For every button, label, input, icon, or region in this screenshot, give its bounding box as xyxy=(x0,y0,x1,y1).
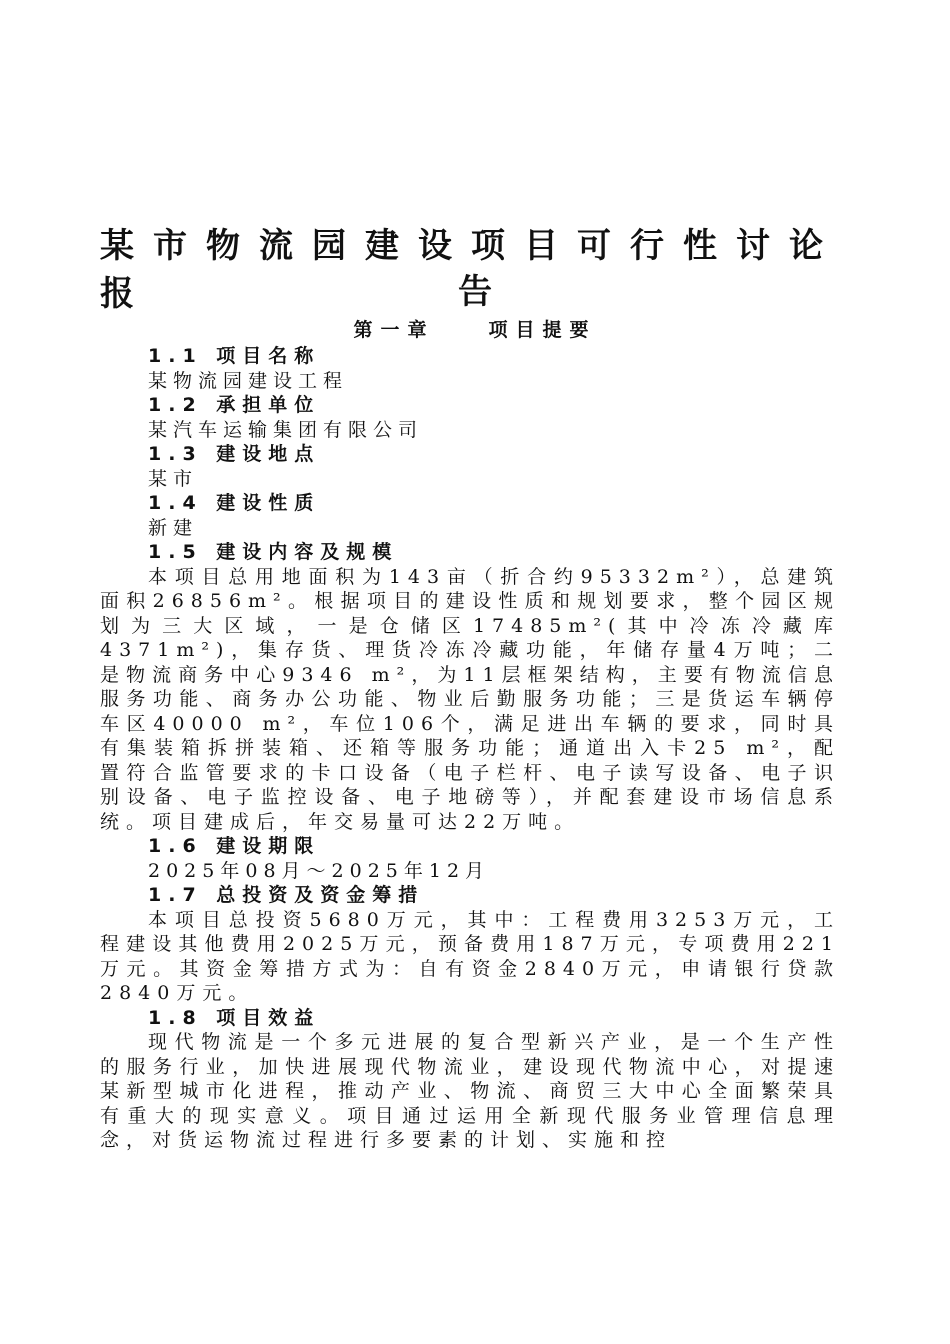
section-heading-benefits: 1.8 项目效益 xyxy=(148,1006,321,1029)
section-heading-location: 1.3 建设地点 xyxy=(148,443,321,465)
chapter-body xyxy=(100,344,840,1153)
section-heading-nature: 1.4 建设性质 xyxy=(148,492,321,514)
section-body-nature: 新建 xyxy=(148,516,199,539)
section-body-scope: 本项目总用地面积为143亩（折合约95332m²），总建筑面积26856m²。根据项目的建设性质和规划要求，整个园区规划为三大区域，一是仓储区17485m²(其中冷冻冷藏库4371m²)，集存货、理货冷冻冷藏功能，年储存量4万吨；二是物流商务中心9346 m²，为11层框架结构，主要有物流信息服务功能、商务办公功能、物业后勤服务功能；三是货运车辆停车区40000 m²，车位106个，满足进出车辆的要求，同时具有集装箱拆拼装箱、还箱等服务功能；通道出入卡25 m²，配置符合监管要求的卡口设备（电子栏杆、电子读写设备、电子识别设备、电子监控设备、电子地磅等），并配套建设市场信息系统。项目建成后，年交易量可达22万吨。 xyxy=(100,565,840,833)
document-title: 某市物流园建设项目可行性讨论报 xyxy=(100,226,840,314)
section-body-project-name: 某物流园建设工程 xyxy=(148,369,349,392)
section-heading-undertaker: 1.2 承担单位 xyxy=(148,394,321,416)
section-heading-investment: 1.7 总投资及资金筹措 xyxy=(148,884,425,906)
section-heading-project-name: 1.1 项目名称 xyxy=(148,345,321,367)
document-title-continuation: 告 xyxy=(458,272,492,312)
chapter-heading: 第一章 项目提要 xyxy=(353,319,597,341)
section-body-benefits: 现代物流是一个多元进展的复合型新兴产业，是一个生产性的服务行业，加快进展现代物流业，建设现代物流中心，对提速某新型城市化进程，推动产业、物流、商贸三大中心全面繁荣具有重大的现实意义。项目通过运用全新现代服务业管理信息理念，对货运物流过程进行多要素的计划、实施和控 xyxy=(100,1031,840,1151)
section-body-undertaker: 某汽车运输集团有限公司 xyxy=(148,418,424,441)
section-heading-scope: 1.5 建设内容及规模 xyxy=(148,541,399,563)
section-body-location: 某市 xyxy=(148,467,199,490)
section-body-investment: 本项目总投资5680万元，其中：工程费用3253万元，工程建设其他费用2025万元，预备费用187万元，专项费用221万元。其资金筹措方式为：自有资金2840万元，申请银行贷款2840万元。 xyxy=(100,908,840,1004)
section-heading-schedule: 1.6 建设期限 xyxy=(148,835,321,857)
section-body-schedule: 2025年08月～2025年12月 xyxy=(148,859,491,882)
